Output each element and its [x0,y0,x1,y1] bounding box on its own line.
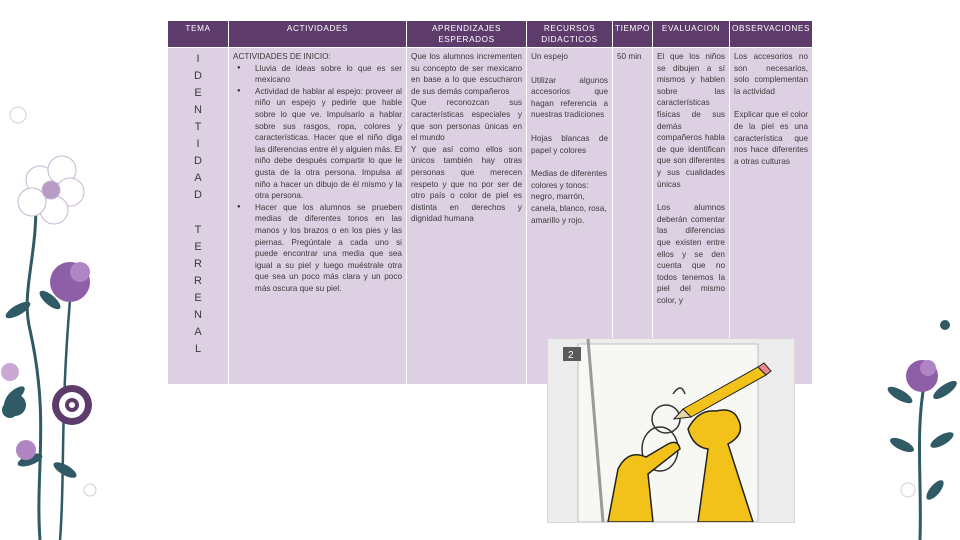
header-aprendizajes: APRENDIZAJES ESPERADOS [407,21,527,48]
observaciones-cell [730,48,813,385]
aprendizaje-1: Que los alumnos incrementen su concepto de ser mexicano en base a lo que escucharon de sus demás compañeros [411,52,522,96]
actividades-title: ACTIVIDADES DE INICIO: [233,52,331,61]
tiempo-cell [613,48,653,385]
tiempo-value: 50 min [617,52,642,61]
drawing-illustration [547,338,795,523]
observacion-2: Explicar que el color de la piel es una característica que nos hace diferentes a otras culturas [734,110,809,166]
header-tema: TEMA [168,21,229,48]
tema-word-identidad: I D E N T I D A D [194,53,202,201]
recurso-1: Un espejo [531,52,568,61]
actividad-item-2: ● Actividad de hablar al espejo: proveer al niño un espejo y pedirle que hable sobre lo que ve. Impulsarlo a hablar sobre sus rasgos, ropa, colores y características. Hacer que el niño diga las diferencias entre él y alguien más. El niño debe después compartir lo que le gusta de la otra persona. Impulsa al niño a hacer un dibujo de él mismo y la otra persona. [255,86,402,202]
recurso-4: Medias de diferentes colores y tonos: negro, marrón, canela, blanco, rosa, amarillo y rojo. [531,169,608,225]
white-flower-left [18,156,84,224]
actividades-list [233,63,402,295]
actividad-item-3: ● Hacer que los alumnos se prueben medias de diferentes tonos en las manos y los brazos o en los pies y las piernas. Pregúntale a cada uno si puede encontrar una media que sea igual a su piel y luego muéstrale otra que sea un poco más clara y un poco más oscura que su piel. [255,202,402,295]
tema-word-terrenal: T E R R E N A L [194,224,202,355]
content-row [168,48,813,385]
header-observaciones: OBSERVACIONES [730,21,813,48]
recurso-2: Utilizar algunos accesorios que hagan referencia a nuestras tradiciones [531,75,608,120]
actividades-cell [229,48,407,385]
recurso-3: Hojas blancas de papel y colores [531,133,608,155]
aprendizaje-3: Y que así como ellos son únicos también hay otras personas que merecen respeto y que no por ser de otro país o color de piel es distinta en derechos y dignidad humana [411,144,522,224]
tema-cell [168,48,229,385]
aprendizajes-cell [407,48,527,385]
observacion-1: Los accesorios no son necesarios, solo complementan la actividad [734,52,809,96]
hand-drawing-picture [548,339,794,522]
header-row [168,21,813,48]
header-recursos: RECURSOS DIDACTICOS [527,21,613,48]
actividad-item-1: ● Lluvia de ideas sobre lo que es ser mexicano [255,63,402,86]
lesson-plan-table [167,20,813,385]
photo-badge: 2 [568,350,574,361]
evaluacion-1: El que los niños se dibujen a sí mismos y hablen sobre las características físicas de sus demás compañeros habla de que identifican que son diferentes y sus cualidades únicas [657,52,725,189]
header-tiempo: TIEMPO [613,21,653,48]
header-actividades: ACTIVIDADES [229,21,407,48]
evaluacion-2: Los alumnos deberán comentar las diferencias que existen entre ellos y se den cuenta que no todos tenemos la piel del mismo color, y [657,203,725,305]
evaluacion-cell [653,48,730,385]
header-evaluacion: EVALUACION [653,21,730,48]
recursos-cell [527,48,613,385]
aprendizaje-2: Que reconozcan sus características especiales y que son personas únicas en el mundo [411,98,522,143]
